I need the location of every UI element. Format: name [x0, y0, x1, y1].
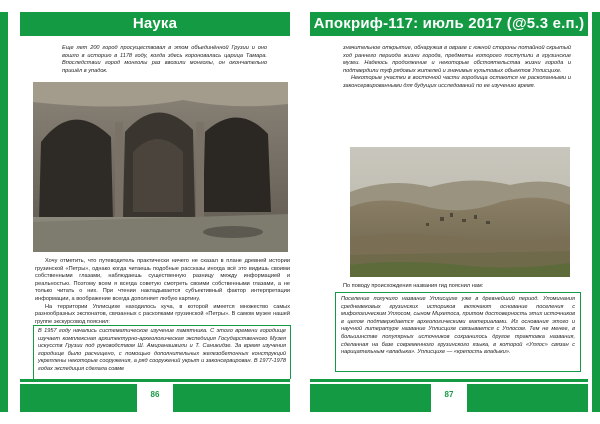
right-page-header: Апокриф-117: июль 2017 (@5.3 е.п.): [310, 12, 588, 36]
right-edge-band: [592, 12, 600, 412]
right-top-paragraph: значительное открытие, обнаружив в овраге с южной стороны потайной скрытый ход раннего периода жизни города, предметы которого поступили в грузинские музеи. Надеюсь продолжение и некоторые обстоятельства жизни города и подтвердили туф рядовых жителей и значимых культовых объектов Уплисцихе.: [343, 45, 571, 74]
left-intro-paragraph: Еще лет 200 город просуществовал в этом объединённой Грузии и оно вошло в историю в 1178 году, когда здесь короновалась царица Тамара. Впоследствии город монголы раз ввозили монголы, он окончательно пришёл в упадок.: [62, 45, 267, 74]
left-body-paragraph: На территории Уплисцихе находилось куча, в которой имеется множество самых разнообразных экспонатов, связанных с раскопками грузинской «Петры». В самом музее нашей группе экскурсовод пояснил:: [35, 303, 290, 325]
right-top-paragraph: Некоторые участки в восточной части городища остаются не раскопанными и законсервированными для будущих исследований по ее изучению время.: [343, 75, 571, 89]
left-body-paragraph: Хочу отметить, что путеводитель практически ничего не сказал в плане древней истории грузинской «Петры», однако когда читаешь подобные рассказы иногда всё это видишь своими собственными глазами, наблюдаешь существенную разницу между информацией и реальностью. Поэтому всем я всегда советую смотреть своими собственными глазами, а не только читать о них. При чтении накладывается субъективный фактор интерпретации информации, а воображение всегда дополняет любую картину.: [35, 258, 290, 302]
right-footer-rule: [310, 379, 588, 382]
left-footer-bar: [20, 384, 290, 412]
left-footer-rule: [20, 379, 290, 382]
hills-illustration: [350, 147, 570, 277]
right-top-text: [343, 45, 571, 91]
right-caption: По поводу происхождения названия гид пояснил нам:: [343, 283, 484, 289]
right-footer-bar: [310, 384, 588, 412]
cave-city-photo: [33, 82, 288, 252]
right-page: [300, 0, 600, 424]
left-body-text: [35, 258, 290, 326]
left-boxed-paragraph: В 1957 году начались систематическое изучение памятника. С этого времени городище изучает комплексная архитектурно-археологическая экспедиция Государственного Музея искусств Грузии под руководством Ш. Амиранашвили и Т. Саникидзе. За время изучения городище было расчищено, с помощью дополнительных железобетонных конструкций укреплены некоторые сооружения, а ряд сооружений укрыт и законсервирован. В 1977-1978 годах экспедиция сделала совме: [38, 328, 286, 372]
left-page-header: Наука: [20, 12, 290, 36]
right-boxed-paragraph: Поселение получило название Уплисцихе уже в древнейший период. Упоминания средневековых грузинских историков включают основание поселения с мифологическим Уплосом, сыном Мцхетоса, притом достоверность этих источников в целом подтверждается археологическими материалами. Из основания этого и научной литературе название Уплисцихе связывается с Уплосом. Тем не менее, в большинстве популярных источников сохранилось другое трактовка названия, сделанная на базе современного грузинского языка, в которой «Уплос» связан с нарицательным «владыка». Уплисцихе — «крепость владыки».: [341, 296, 575, 356]
cave-arches-illustration: [33, 82, 288, 252]
left-page-number: 86: [137, 384, 173, 412]
landscape-photo: [350, 147, 570, 277]
right-page-number: 87: [431, 384, 467, 412]
left-edge-band: [0, 12, 8, 412]
